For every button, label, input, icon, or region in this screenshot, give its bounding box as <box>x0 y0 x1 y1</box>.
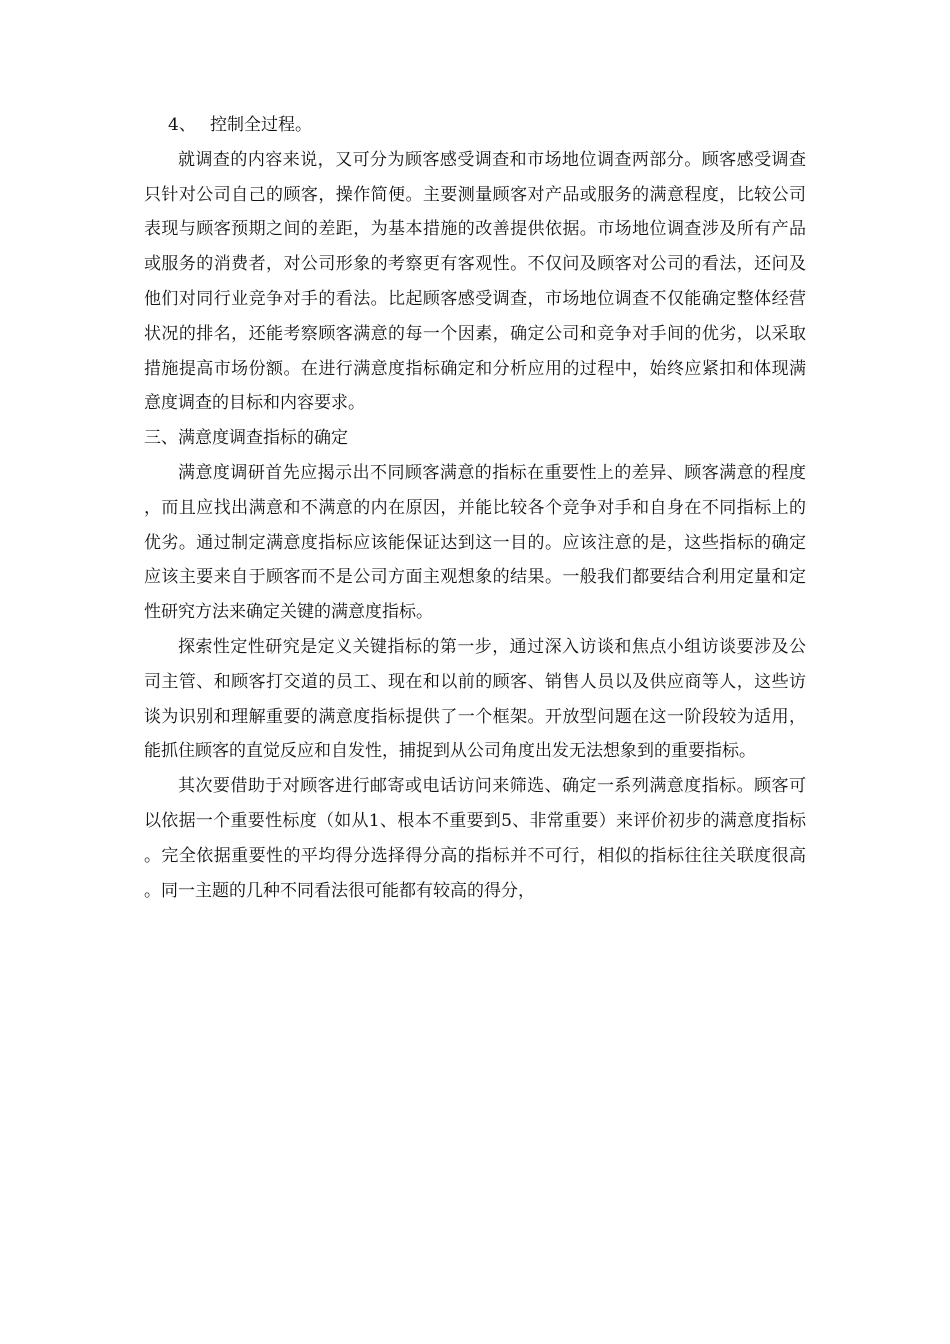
document-body <box>144 108 806 908</box>
paragraph-survey-content: 就调查的内容来说，又可分为顾客感受调查和市场地位调查两部分。顾客感受调查只针对公司自己的顾客，操作简便。主要测量顾客对产品或服务的满意程度，比较公司表现与顾客预期之间的差距，为基本措施的改善提供依据。市场地位调查涉及所有产品或服务的消费者，对公司形象的考察更有客观性。不仅问及顾客对公司的看法，还问及他们对同行业竞争对手的看法。比起顾客感受调查，市场地位调查不仅能确定整体经营状况的排名，还能考察顾客满意的每一个因素，确定公司和竞争对手间的优劣，以采取措施提高市场份额。在进行满意度指标确定和分析应用的过程中，始终应紧扣和体现满意度调查的目标和内容要求。 <box>144 149 806 414</box>
list-item-text: 控制全过程。 <box>210 115 312 135</box>
paragraph-exploratory-research: 探索性定性研究是定义关键指标的第一步，通过深入访谈和焦点小组访谈要涉及公司主管、和顾客打交道的员工、现在和以前的顾客、销售人员以及供应商等人，这些访谈为识别和理解重要的满意度指标提供了一个框架。开放型问题在这一阶段较为适用，能抓住顾客的直觉反应和自发性，捕捉到从公司角度出发无法想象到的重要指标。 <box>144 636 806 762</box>
list-item-4 <box>144 108 806 143</box>
section-heading-3: 三、满意度调查指标的确定 <box>144 428 348 449</box>
list-item-number: 4、 <box>168 115 196 135</box>
paragraph-survey-goals: 满意度调研首先应揭示出不同顾客满意的指标在重要性上的差异、顾客满意的程度，而且应找出满意和不满意的内在原因，并能比较各个竞争对手和自身在不同指标上的优劣。通过制定满意度指标应该能保证达到这一目的。应该注意的是，这些指标的确定应该主要来自于顾客而不是公司方面主观想象的结果。一般我们都要结合利用定量和定性研究方法来确定关键的满意度指标。 <box>144 462 806 623</box>
paragraph-screening-metrics: 其次要借助于对顾客进行邮寄或电话访问来筛选、确定一系列满意度指标。顾客可以依据一个重要性标度（如从1、根本不重要到5、非常重要）来评价初步的满意度指标。完全依据重要性的平均得分选择得分高的指标并不可行，相似的指标往往关联度很高。同一主题的几种不同看法很可能都有较高的得分， <box>144 776 806 901</box>
